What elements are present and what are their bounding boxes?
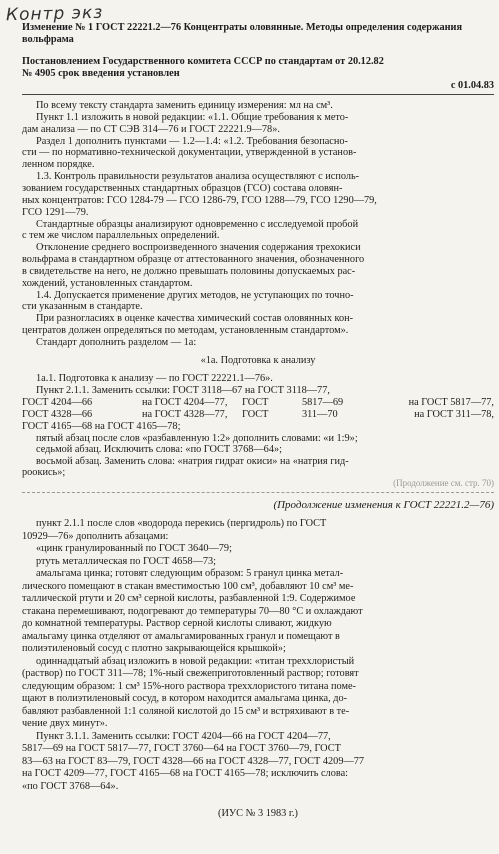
text-line: Отклонение среднего воспроизведенного значения содержания трехокиси [36,242,361,254]
header-divider [22,94,494,95]
text-line: По всему тексту стандарта заменить единицу измерения: мл на см³. [36,100,333,111]
text-line: (раствор) по ГОСТ 311—78; 1%-ный свежеприготовленный раствор; готовят [22,668,359,679]
text-line: амальгама цинка; готовят следующим образом: 5 гранул цинка метал- [36,568,344,579]
text-line: Пункт 1.1 изложить в новой редакции: «1.1. Общие требования к мето- [36,111,349,123]
text-line: до комнатной температуры. Раствор серной кислоты сливают, жидкую [22,618,332,629]
text-line: сти — по нормативно-технической документации, утвержденной в установ- [22,147,357,159]
text-line: роокись»; [22,467,66,479]
amendment-title-line1: Изменение № 1 ГОСТ 22221.2—76 Концентраты оловянные. Методы определения содержания вольфрама [22,22,463,45]
text-line: Стандартные образцы анализируют одновременно с исследуемой пробой [36,218,359,230]
replacement-table [22,397,494,420]
cut-off-text: (Продолжение см. стр. 70) [393,478,494,488]
text-line: Стандарт дополнить разделом — 1а: [36,337,197,348]
text-line: полиэтиленовый сосуд с плотно закрывающейся крышкой»; [22,643,286,654]
text-line: бавляют разбавленной 1:1 соляной кислотой до 15 см³ и встряхивают в те- [22,705,350,717]
table-row: ГОСТ 4328—66 на ГОСТ 4328—77, ГОСТ 311—70 на ГОСТ 311—78, [22,408,494,420]
text-line: одиннадцатый абзац изложить в новой редакции: «титан треххлористый [36,655,355,667]
text-line: 10929—76» дополнить абзацами: [22,530,169,542]
text-line: Пункт 3.1.1. Заменить ссылки: ГОСТ 4204—66 на ГОСТ 4204—77, [36,730,331,742]
effective-date: с 01.04.83 [450,80,494,91]
text-line: лического помещают в стакан вместимостью 100 см³, добавляют 10 см³ ме- [22,580,354,592]
text-line: 1.4. Допускается применение других методов, не уступающих по точно- [36,289,354,301]
text-line: пятый абзац после слов «разбавленную 1:2» дополнить словами: «и 1:9»; [36,432,358,444]
text-line: зованием государственных стандартных образцов (ГСО) состава оловян- [22,182,343,194]
table-row: ГОСТ 4204—66 на ГОСТ 4204—77, ГОСТ 5817—69 на ГОСТ 5817—77, [22,397,494,408]
text-line: ртуть металлическая по ГОСТ 4658—73; [36,555,217,567]
text-line: 1.3. Контроль правильности результатов анализа осуществляют с исполь- [36,171,360,183]
text-line: восьмой абзац. Заменить слова: «натрия гидрат окиси» на «натрия гид- [36,455,349,467]
text-line: вольфрама в стандартном образце от аттестованного значения, обозначенного [22,254,365,266]
text-line: центратов должен определяться по методам, установленным стандартом». [22,325,349,337]
text-line: пункт 2.1.1 после слов «водорода перекись (пергидроль) по ГОСТ [36,518,327,529]
page-cut-divider [22,492,494,493]
text-line: щают в полиэтиленовый сосуд, в котором находится амальгама цинка, до- [22,693,348,704]
text-line: ленном порядке. [22,159,95,171]
text-line: «цинк гранулированный по ГОСТ 3640—79; [36,543,232,554]
text-line: хождений, установленных стандартом. [22,277,193,289]
continuation-header: (Продолжение изменения к ГОСТ 22221.2—76) [273,499,494,511]
text-line: седьмой абзац. Исключить слова: «по ГОСТ 3768—64»; [36,444,282,456]
handwritten-note: Контр экз [5,2,104,26]
text-line: ГСО 1291—79. [22,206,89,218]
text-line: 5817—69 на ГОСТ 5817—77, ГОСТ 3760—64 на ГОСТ 3760—79, ГОСТ [22,743,341,754]
section-line: Пункт 2.1.1. Заменить ссылки: ГОСТ 3118—67 на ГОСТ 3118—77, [36,385,330,396]
section-line: 1а.1. Подготовка к анализу — по ГОСТ 22221.1—76». [36,373,273,384]
text-line: стакана перемешивают, подогревают до температуры 70—80 °С и охлаждают [22,605,363,617]
decree-line2: № 4905 срок введения установлен [22,68,180,79]
section-title: «1а. Подготовка к анализу [200,355,316,366]
text-line: Раздел 1 дополнить пунктами — 1.2—1.4: «1.2. Требования безопасно- [36,135,348,147]
decree-line1: Постановлением Государственного комитета СССР по стандартам от 20.12.82 [22,56,384,67]
text-line: 83—63 на ГОСТ 83—79, ГОСТ 4328—66 на ГОСТ 4328—77, ГОСТ 4209—77 [22,755,365,767]
footer-source: (ИУС № 3 1983 г.) [218,808,298,819]
text-line: таллической ртути и 20 см³ серной кислоты, разбавленной 1:9. Содержимое [22,593,356,604]
text-line: При разногласиях в оценке качества химический состав оловянных кон- [36,313,354,325]
text-line: в свидетельстве на него, не должно превышать половины допускаемых рас- [22,265,356,277]
text-line: чение двух минут». [22,718,108,729]
text-line: дам анализа — по СТ СЭВ 314—76 и ГОСТ 22221.9—78». [22,123,280,135]
text-line: на ГОСТ 4209—77, ГОСТ 4165—68 на ГОСТ 4165—78; исключить слова: [22,768,348,779]
text-line: амальгаму цинка отделяют от амальгамированных гранул и помещают в [22,630,340,642]
text-line: следующим образом: 1 см³ 15%-ного раствора треххлористого титана поме- [22,680,356,692]
text-line: ных концентратов: ГСО 1284-79 — ГСО 1286-79, ГСО 1288—79, ГСО 1290—79, [22,194,377,206]
text-line: с тем же числом параллельных определений. [22,230,220,242]
text-line: «по ГОСТ 3768—64». [22,780,119,792]
text-line: сти указанным в стандарте. [22,301,143,313]
text-line: ГОСТ 4165—68 на ГОСТ 4165—78; [22,421,181,432]
